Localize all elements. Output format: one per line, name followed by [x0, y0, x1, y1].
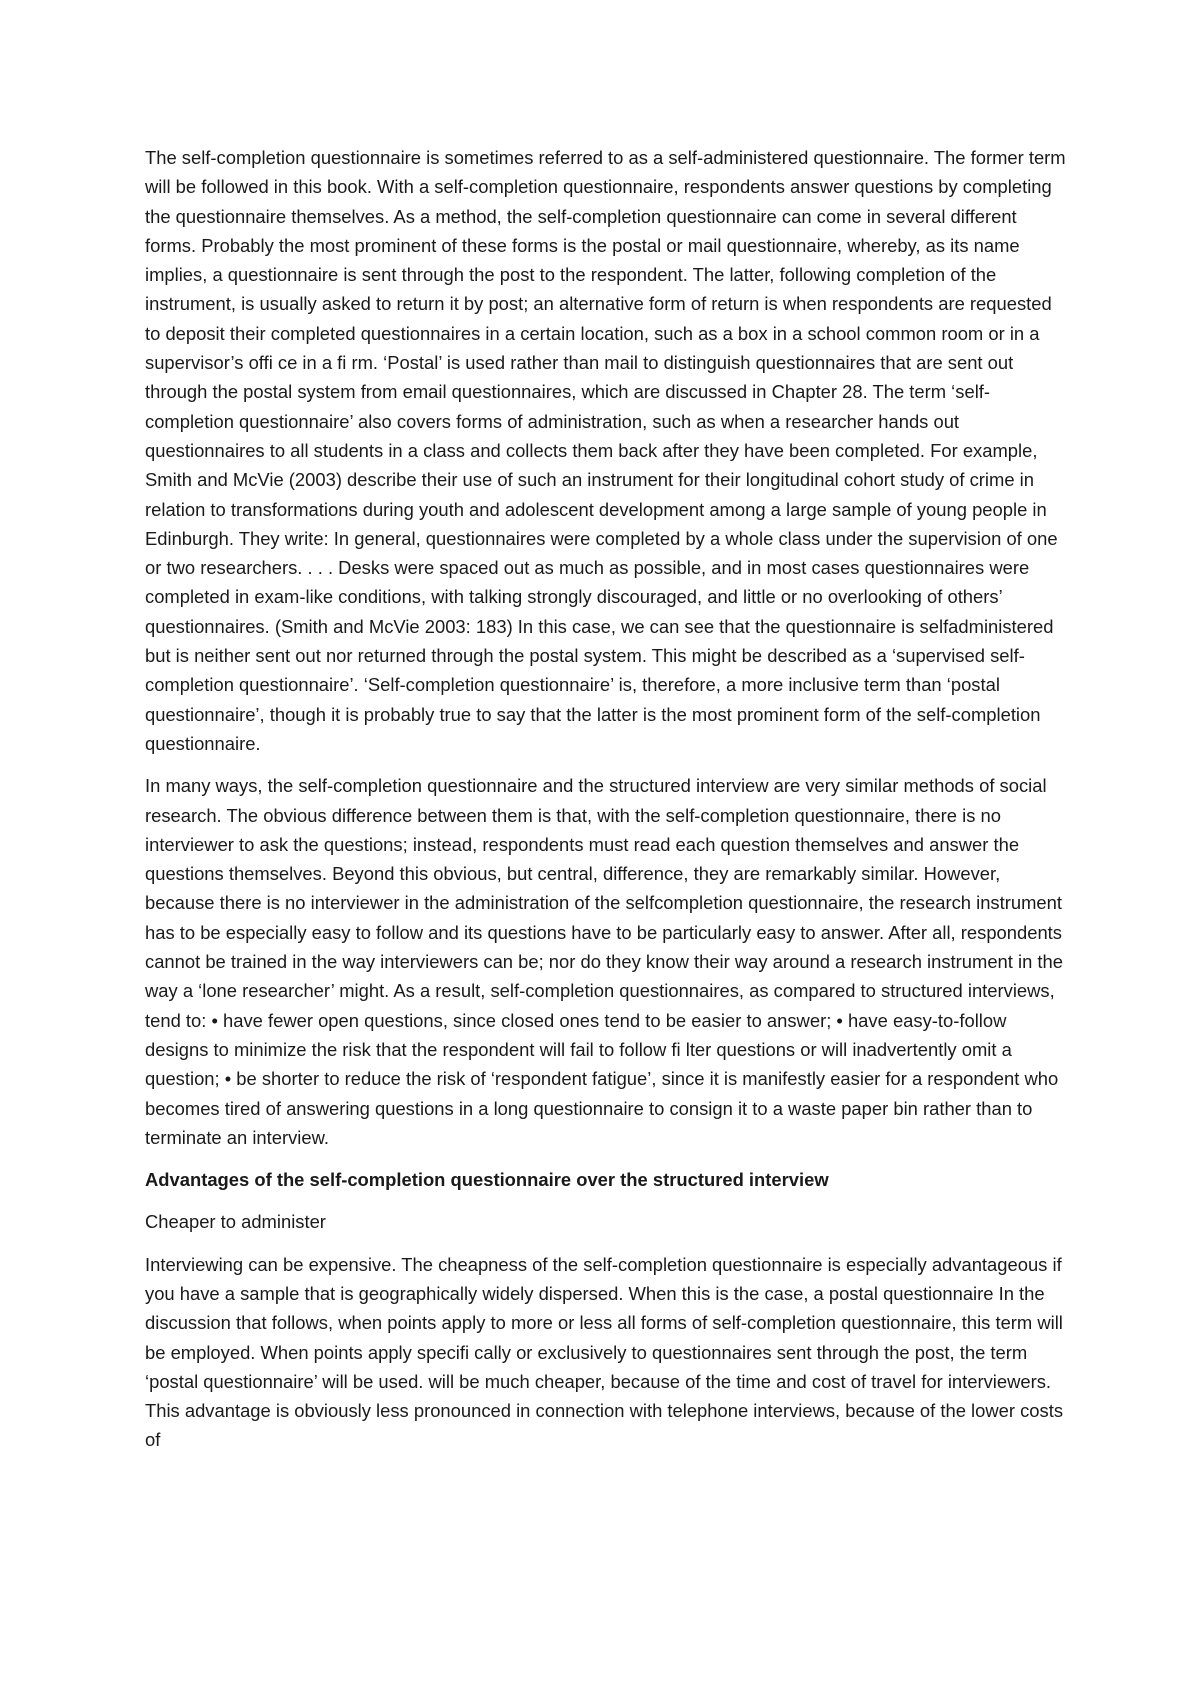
document-page	[145, 143, 1070, 1468]
section-heading: Advantages of the self-completion questionnaire over the structured interview	[145, 1169, 829, 1191]
paragraph-comparison: In many ways, the self-completion questionnaire and the structured interview are very similar methods of social research. The obvious difference between them is that, with the self-completion questionnaire, there is no interviewer to ask the questions; instead, respondents must read each question themselves and answer the questions themselves. Beyond this obvious, but central, difference, they are remarkably similar. However, because there is no interviewer in the administration of the selfcompletion questionnaire, the research instrument has to be especially easy to follow and its questions have to be particularly easy to answer. After all, respondents cannot be trained in the way interviewers can be; nor do they know their way around a research instrument in the way a ‘lone researcher’ might. As a result, self-completion questionnaires, as compared to structured interviews, tend to: • have fewer open questions, since closed ones tend to be easier to answer; • have easy-to-follow designs to minimize the risk that the respondent will fail to follow fi lter questions or will inadvertently omit a question; • be shorter to reduce the risk of ‘respondent fatigue’, since it is manifestly easier for a respondent who becomes tired of answering questions in a long questionnaire to consign it to a waste paper bin rather than to terminate an interview.	[145, 775, 1063, 1148]
section-subheading: Cheaper to administer	[145, 1211, 326, 1233]
paragraph-cost: Interviewing can be expensive. The cheapness of the self-completion questionnaire is especially advantageous if you have a sample that is geographically widely dispersed. When this is the case, a postal questionnaire In the discussion that follows, when points apply to more or less all forms of self-completion questionnaire, this term will be employed. When points apply specifi cally or exclusively to questionnaires sent through the post, the term ‘postal questionnaire’ will be used. will be much cheaper, because of the time and cost of travel for interviewers. This advantage is obviously less pronounced in connection with telephone interviews, because of the lower costs of	[145, 1253, 1064, 1451]
paragraph-intro: The self-completion questionnaire is sometimes referred to as a self-administered questionnaire. The former term will be followed in this book. With a self-completion questionnaire, respondents answer questions by completing the questionnaire themselves. As a method, the self-completion questionnaire can come in several different forms. Probably the most prominent of these forms is the postal or mail questionnaire, whereby, as its name implies, a questionnaire is sent through the post to the respondent. The latter, following completion of the instrument, is usually asked to return it by post; an alternative form of return is when respondents are requested to deposit their completed questionnaires in a certain location, such as a box in a school common room or in a supervisor’s offi ce in a fi rm. ‘Postal’ is used rather than mail to distinguish questionnaires that are sent out through the postal system from email questionnaires, which are discussed in Chapter 28. The term ‘self-completion questionnaire’ also covers forms of administration, such as when a researcher hands out questionnaires to all students in a class and collects them back after they have been completed. For example, Smith and McVie (2003) describe their use of such an instrument for their longitudinal cohort study of crime in relation to transformations during youth and adolescent development among a large sample of young people in Edinburgh. They write: In general, questionnaires were completed by a whole class under the supervision of one or two researchers. . . . Desks were spaced out as much as possible, and in most cases questionnaires were completed in exam-like conditions, with talking strongly discouraged, and little or no overlooking of others’ questionnaires. (Smith and McVie 2003: 183) In this case, we can see that the questionnaire is selfadministered but is neither sent out nor returned through the postal system. This might be described as a ‘supervised self-completion questionnaire’. ‘Self-completion questionnaire’ is, therefore, a more inclusive term than ‘postal questionnaire’, though it is probably true to say that the latter is the most prominent form of the self-completion questionnaire.	[145, 147, 1066, 754]
